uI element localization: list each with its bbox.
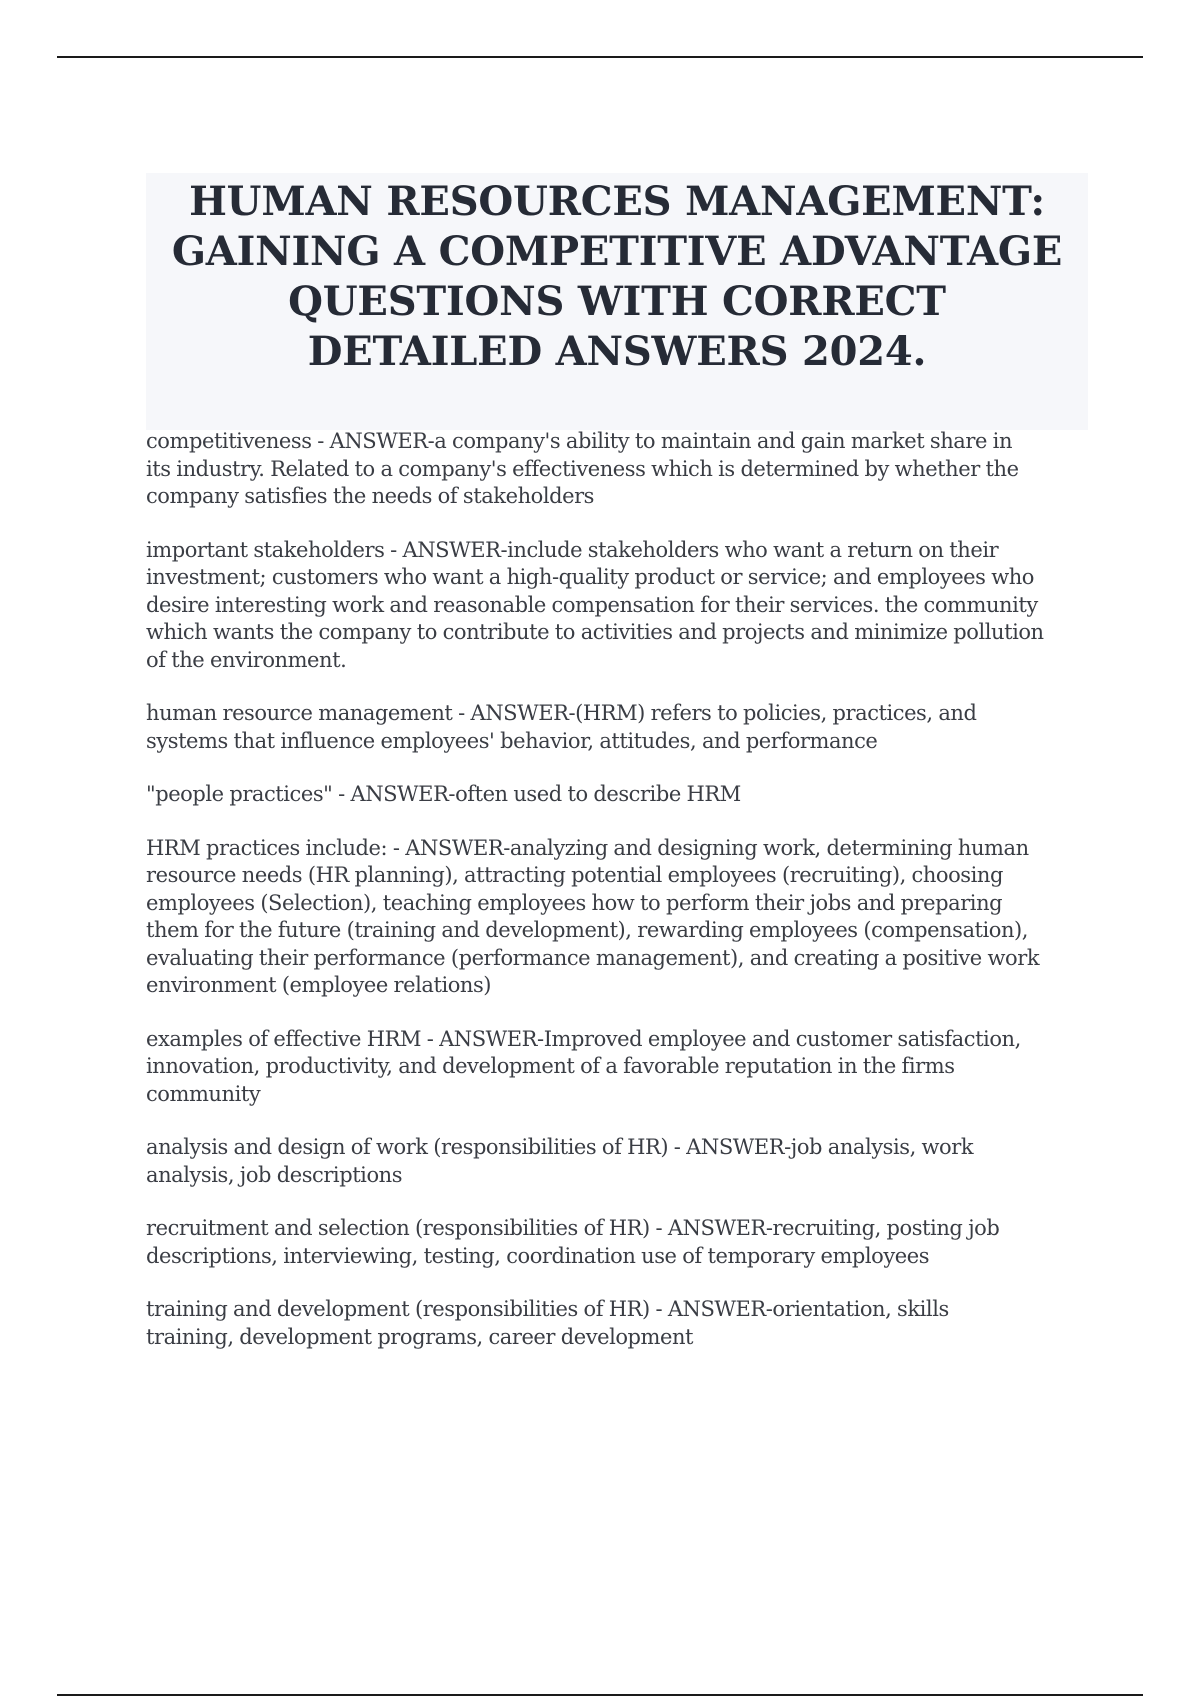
entry-line: HRM practices include: - ANSWER-analyzing and designing work, determining human [146, 835, 1029, 860]
entry-line: environment (employee relations) [146, 973, 492, 997]
entry-line: descriptions, interviewing, testing, coordination use of temporary employees [146, 1243, 930, 1268]
entry-line: innovation, productivity, and development of a favorable reputation in the firms [146, 1054, 955, 1078]
bottom-divider [57, 1694, 1143, 1696]
qa-entry-people-practices [146, 781, 1096, 809]
entry-line: desire interesting work and reasonable compensation for their services. the community [146, 592, 1038, 617]
qa-entry-analysis-design [146, 1134, 1096, 1189]
qa-entry-important-stakeholders [146, 537, 1096, 675]
qa-entry-effective-hrm [146, 1026, 1096, 1109]
entry-line: "people practices" - ANSWER-often used to describe HRM [146, 782, 741, 806]
qa-entry-human-resource-management [146, 700, 1096, 755]
entry-line: analysis, job descriptions [146, 1162, 403, 1187]
entry-line: systems that influence employees' behavior, attitudes, and performance [146, 728, 878, 753]
top-divider [57, 56, 1143, 58]
entry-line: analysis and design of work (responsibilities of HR) - ANSWER-job analysis, work [146, 1135, 974, 1159]
entry-line: important stakeholders - ANSWER-include stakeholders who want a return on their [146, 537, 999, 562]
entry-line: human resource management - ANSWER-(HRM) refers to policies, practices, and [146, 701, 977, 725]
entry-line: examples of effective HRM - ANSWER-Improved employee and customer satisfaction, [146, 1026, 1021, 1051]
entry-line: evaluating their performance (performance management), and creating a positive work [146, 945, 1040, 970]
entry-line: them for the future (training and development), rewarding employees (compensation), [146, 918, 1029, 942]
qa-list [146, 428, 1096, 1377]
entry-line: which wants the company to contribute to activities and projects and minimize pollution [146, 620, 1044, 644]
entry-line: training and development (responsibilities of HR) - ANSWER-orientation, skills [146, 1297, 949, 1321]
title-line: QUESTIONS WITH CORRECT [288, 278, 946, 325]
entry-line: company satisfies the needs of stakeholders [146, 484, 594, 508]
entry-line: investment; customers who want a high-quality product or service; and employees who [146, 565, 1034, 589]
entry-line: community [146, 1081, 261, 1106]
title-line: GAINING A COMPETITIVE ADVANTAGE [171, 228, 1063, 275]
qa-entry-competitiveness [146, 428, 1096, 511]
title-line: DETAILED ANSWERS 2024. [307, 328, 927, 375]
title-line: HUMAN RESOURCES MANAGEMENT: [189, 178, 1045, 225]
entry-line: of the environment. [146, 647, 347, 672]
document-title [146, 173, 1088, 430]
entry-line: employees (Selection), teaching employees how to perform their jobs and preparing [146, 890, 1003, 915]
entry-line: recruitment and selection (responsibilities of HR) - ANSWER-recruiting, posting job [146, 1216, 1000, 1240]
entry-line: resource needs (HR planning), attracting potential employees (recruiting), choosing [146, 863, 1003, 887]
qa-entry-training-development [146, 1296, 1096, 1351]
entry-line: its industry. Related to a company's effectiveness which is determined by whether the [146, 456, 1019, 481]
qa-entry-recruitment-selection [146, 1215, 1096, 1270]
entry-line: competitiveness - ANSWER-a company's ability to maintain and gain market share in [146, 429, 1013, 453]
entry-line: training, development programs, career development [146, 1324, 694, 1349]
qa-entry-hrm-practices [146, 835, 1096, 1000]
